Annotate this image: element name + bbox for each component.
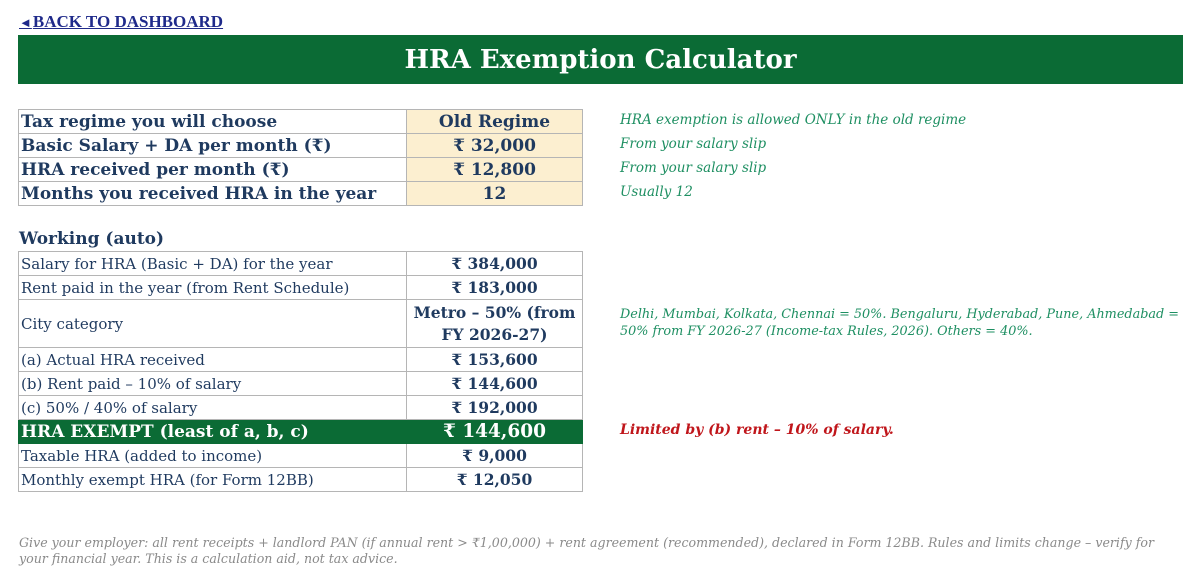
input-row-months: [19, 182, 583, 206]
annual-salary-value: ₹ 384,000: [407, 252, 583, 276]
months-note: Usually 12: [620, 184, 693, 200]
actual-hra-value: ₹ 153,600: [407, 348, 583, 372]
table-row: [19, 444, 583, 468]
back-arrow-icon: ◄: [19, 15, 32, 30]
table-row: [19, 252, 583, 276]
row-label: Taxable HRA (added to income): [19, 444, 407, 468]
page-title: HRA Exemption Calculator: [404, 44, 797, 75]
hra-received-note: From your salary slip: [620, 160, 767, 176]
taxable-hra-value: ₹ 9,000: [407, 444, 583, 468]
input-row-basic-salary: [19, 134, 583, 158]
table-row: [19, 300, 583, 348]
percent-of-salary-value: ₹ 192,000: [407, 396, 583, 420]
monthly-exempt-value: ₹ 12,050: [407, 468, 583, 492]
hra-exempt-row: [19, 420, 583, 444]
table-row: [19, 396, 583, 420]
input-label: Basic Salary + DA per month (₹): [19, 134, 407, 158]
tax-regime-note: HRA exemption is allowed ONLY in the old regime: [620, 112, 967, 128]
table-row: [19, 348, 583, 372]
title-bar: [18, 35, 1183, 84]
row-label: City category: [19, 300, 407, 348]
hra-exempt-value: ₹ 144,600: [407, 420, 583, 444]
inputs-table: [18, 109, 583, 206]
rent-minus-salary-value: ₹ 144,600: [407, 372, 583, 396]
working-heading: Working (auto): [19, 229, 165, 249]
input-label: Tax regime you will choose: [19, 110, 407, 134]
back-link-label: BACK TO DASHBOARD: [32, 12, 224, 31]
input-row-tax-regime: [19, 110, 583, 134]
table-row: [19, 372, 583, 396]
row-label: Salary for HRA (Basic + DA) for the year: [19, 252, 407, 276]
city-category-value: Metro – 50% (from FY 2026-27): [407, 300, 583, 348]
annual-rent-value: ₹ 183,000: [407, 276, 583, 300]
row-label: HRA EXEMPT (least of a, b, c): [19, 420, 407, 444]
basic-salary-input[interactable]: ₹ 32,000: [407, 134, 583, 158]
basic-salary-note: From your salary slip: [620, 136, 767, 152]
working-table: [18, 251, 583, 492]
table-row: [19, 468, 583, 492]
table-row: [19, 276, 583, 300]
row-label: (c) 50% / 40% of salary: [19, 396, 407, 420]
row-label: (b) Rent paid – 10% of salary: [19, 372, 407, 396]
input-row-hra-received: [19, 158, 583, 182]
tax-regime-input[interactable]: Old Regime: [407, 110, 583, 134]
back-to-dashboard-link[interactable]: [19, 12, 223, 32]
row-label: (a) Actual HRA received: [19, 348, 407, 372]
input-label: Months you received HRA in the year: [19, 182, 407, 206]
exempt-limit-note: Limited by (b) rent – 10% of salary.: [620, 422, 894, 438]
row-label: Monthly exempt HRA (for Form 12BB): [19, 468, 407, 492]
input-label: HRA received per month (₹): [19, 158, 407, 182]
hra-received-input[interactable]: ₹ 12,800: [407, 158, 583, 182]
city-category-note: Delhi, Mumbai, Kolkata, Chennai = 50%. Bengaluru, Hyderabad, Pune, Ahmedabad = 50% from FY 2026-27 (Income-tax Rules, 2026). Others = 40%.: [620, 307, 1180, 339]
row-label: Rent paid in the year (from Rent Schedule): [19, 276, 407, 300]
months-input[interactable]: 12: [407, 182, 583, 206]
footer-disclaimer: Give your employer: all rent receipts + landlord PAN (if annual rent > ₹1,00,000) + rent agreement (recommended), declared in Form 12BB. Rules and limits change – verify for your financial year. This is a calculation aid, not tax advice.: [19, 535, 1154, 566]
